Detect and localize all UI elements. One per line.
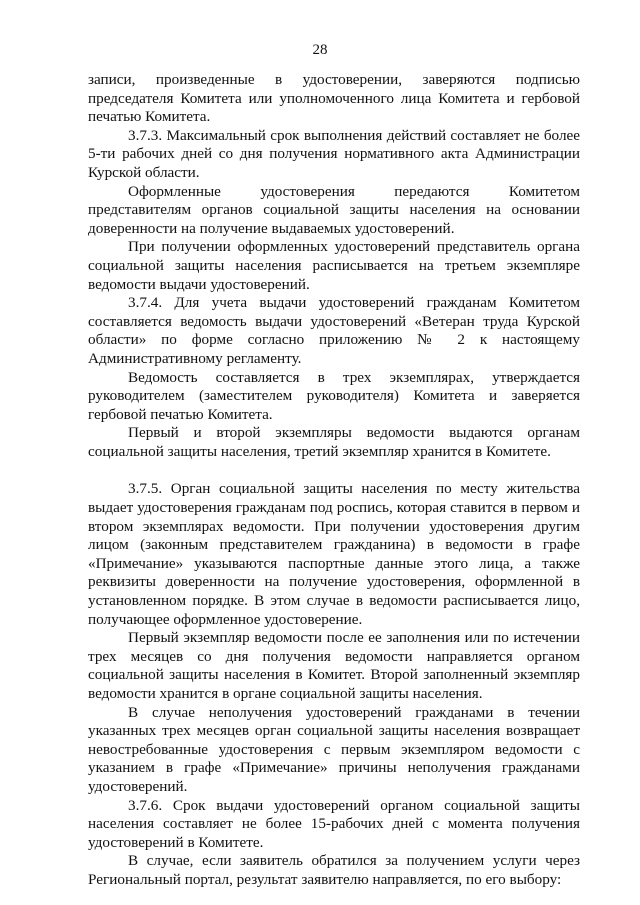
paragraph-statement-copies: Ведомость составляется в трех экземплярах, утверждается руководителем (заместителем руководителя) Комитета и заверяется гербовой печатью Комитета. bbox=[88, 368, 580, 423]
paragraph-3-7-5: 3.7.5. Орган социальной защиты населения по месту жительства выдает удостоверения гражданам под роспись, которая ставится в первом и втором экземплярах ведомости. При получении удостоверения другим лицом (законным представителем гражданина) в ведомости в графе «Примечание» указываются паспортные данные этого лица, а также реквизиты доверенности на получение удостоверения, оформленной в установленном порядке. В этом случае в ведомости расписывается лицо, получающее оформленное удостоверение. bbox=[88, 480, 580, 628]
paragraph-gap bbox=[88, 461, 580, 480]
paragraph-transfer-to-representatives: Оформленные удостоверения передаются Комитетом представителям органов социальной защиты населения на основании доверенности на получение выдаваемых удостоверений. bbox=[88, 182, 580, 237]
paragraph-3-7-4: 3.7.4. Для учета выдачи удостоверений гражданам Комитетом составляется ведомость выдачи удостоверений «Ветеран труда Курской области» по форме согласно приложению № 2 к настоящему Административному регламенту. bbox=[88, 294, 580, 367]
paragraph-unclaimed-certificates: В случае неполучения удостоверений гражданами в течении указанных трех месяцев орган социальной защиты населения возвращает невостребованные удостоверения с первым экземпляром ведомости с указанием в графе «Примечание» причины неполучения гражданами удостоверений. bbox=[88, 703, 580, 795]
paragraph-copies-distribution: Первый и второй экземпляры ведомости выдаются органам социальной защиты населения, третий экземпляр хранится в Комитете. bbox=[88, 424, 580, 460]
paragraph-representative-signature: При получении оформленных удостоверений представитель органа социальной защиты населения расписывается на третьем экземпляре ведомости выдачи удостоверений. bbox=[88, 238, 580, 293]
document-body bbox=[88, 71, 580, 890]
paragraph-3-7-3: 3.7.3. Максимальный срок выполнения действий составляет не более 5-ти рабочих дней со дня получения нормативного акта Администрации Курской области. bbox=[88, 126, 580, 181]
page-number: 28 bbox=[312, 42, 328, 58]
paragraph-3-7-6: 3.7.6. Срок выдачи удостоверений органом социальной защиты населения составляет не более 15-рабочих дней с момента получения удостоверений в Комитете. bbox=[88, 796, 580, 851]
paragraph-first-copy-return: Первый экземпляр ведомости после ее заполнения или по истечении трех месяцев со дня получения ведомости направляется органом социальной защиты населения в Комитет. Второй заполненный экземпляр ведомости хранится в органе социальной защиты населения. bbox=[88, 629, 580, 702]
paragraph-regional-portal: В случае, если заявитель обратился за получением услуги через Региональный портал, результат заявителю направляется, по его выбору: bbox=[88, 852, 580, 888]
paragraph-certification-continued: записи, произведенные в удостоверении, заверяются подписью председателя Комитета или уполномоченного лица Комитета и гербовой печатью Комитета. bbox=[88, 71, 580, 126]
